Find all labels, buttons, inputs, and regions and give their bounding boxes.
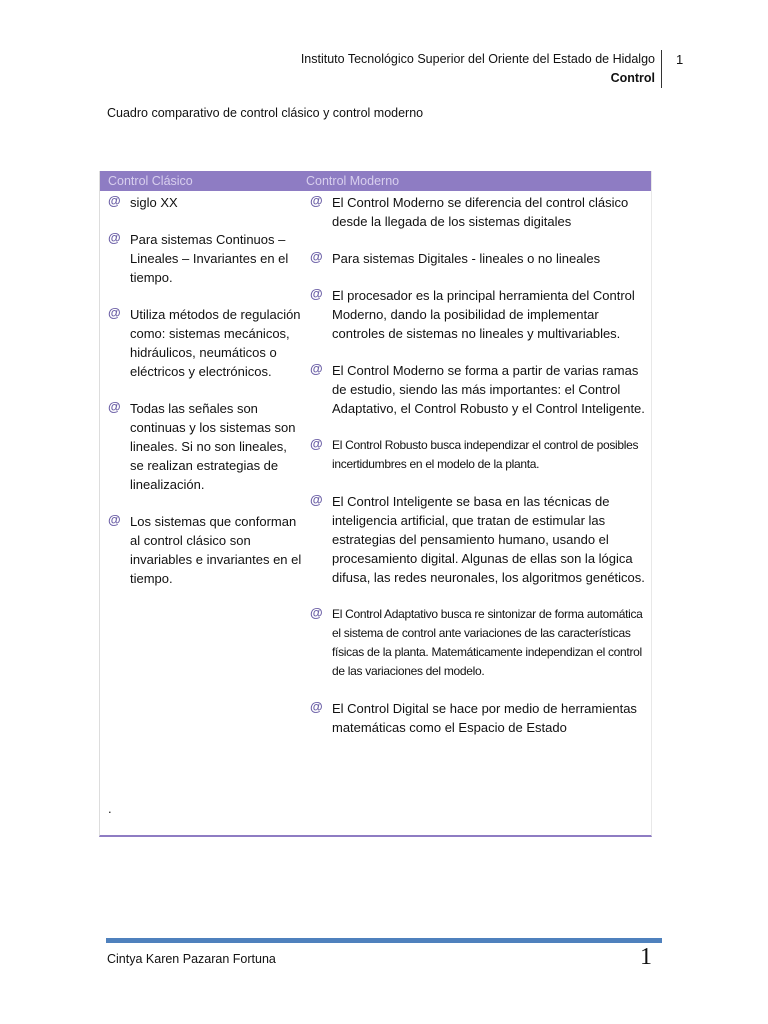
spiral-bullet-icon: @	[108, 305, 121, 320]
list-item: @ El Control Robusto busca independizar el control de posibles incertidumbres en el modelo de la planta.	[310, 436, 639, 471]
list-item: @ El Control Inteligente se basa en las técnicas de inteligencia artificial, que tratan de estimular las estrategias del pensamiento humano, usando el procesamiento digital. Algunas de ellas son la lógica difusa, las redes neuronales, los algoritmos genéticos.	[310, 492, 645, 585]
classic-control-column	[108, 193, 303, 606]
spiral-bullet-icon: @	[310, 436, 323, 451]
header-page-number: 1	[676, 52, 684, 67]
list-item: @ El Control Digital se hace por medio de herramientas matemáticas como el Espacio de Estado	[310, 699, 637, 735]
list-item: @ El Control Moderno se diferencia del control clásico desde la llegada de los sistemas digitales	[310, 193, 629, 229]
list-item: @ Para sistemas Digitales - lineales o no lineales	[310, 249, 601, 266]
spiral-bullet-icon: @	[108, 193, 121, 208]
spiral-bullet-icon: @	[310, 605, 323, 620]
footer-divider	[106, 938, 662, 943]
list-item: @ Los sistemas que conforman al control clásico son invariables e invariantes en el tiempo.	[108, 512, 302, 586]
comparison-table	[99, 171, 652, 837]
list-item: @ El Control Adaptativo busca re sintonizar de forma automática el sistema de control ante variaciones de las características físicas de la planta. Matemáticamente independizan el control de las variaciones del modelo.	[310, 605, 643, 678]
spiral-bullet-icon: @	[108, 399, 121, 414]
table-header-row	[100, 171, 651, 191]
list-item: @ Para sistemas Continuos – Lineales – Invariantes en el tiempo.	[108, 230, 289, 285]
spiral-bullet-icon: @	[310, 249, 323, 264]
list-item: @ El procesador es la principal herramienta del Control Moderno, dando la posibilidad de implementar controles de sistemas no lineales y multivariables.	[310, 286, 635, 341]
modern-control-column	[310, 193, 650, 755]
footer-page-number: 1	[640, 944, 652, 970]
list-item: @ siglo XX	[108, 193, 178, 210]
list-item: @ Utiliza métodos de regulación como: sistemas mecánicos, hidráulicos, neumáticos o eléctricos y electrónicos.	[108, 305, 301, 379]
spiral-bullet-icon: @	[108, 512, 121, 527]
trailing-mark: .	[108, 801, 112, 816]
list-item: @ Todas las señales son continuas y los sistemas son lineales. Si no son lineales, se realizan estrategias de linealización.	[108, 399, 296, 492]
spiral-bullet-icon: @	[310, 193, 323, 208]
spiral-bullet-icon: @	[310, 361, 323, 376]
spiral-bullet-icon: @	[310, 699, 323, 714]
footer-author: Cintya Karen Pazaran Fortuna	[107, 952, 276, 966]
document-title: Cuadro comparativo de control clásico y control moderno	[107, 106, 424, 120]
header-classic-control: Control Clásico	[108, 174, 193, 188]
header-modern-control: Control Moderno	[306, 174, 400, 188]
spiral-bullet-icon: @	[108, 230, 121, 245]
page-header	[301, 50, 662, 88]
list-item: @ El Control Moderno se forma a partir de varias ramas de estudio, siendo las más importantes: el Control Adaptativo, el Control Robusto y el Control Inteligente.	[310, 361, 645, 416]
spiral-bullet-icon: @	[310, 492, 323, 507]
header-institution: Instituto Tecnológico Superior del Oriente del Estado de Hidalgo	[300, 52, 655, 66]
spiral-bullet-icon: @	[310, 286, 323, 301]
header-subject: Control	[610, 71, 655, 85]
